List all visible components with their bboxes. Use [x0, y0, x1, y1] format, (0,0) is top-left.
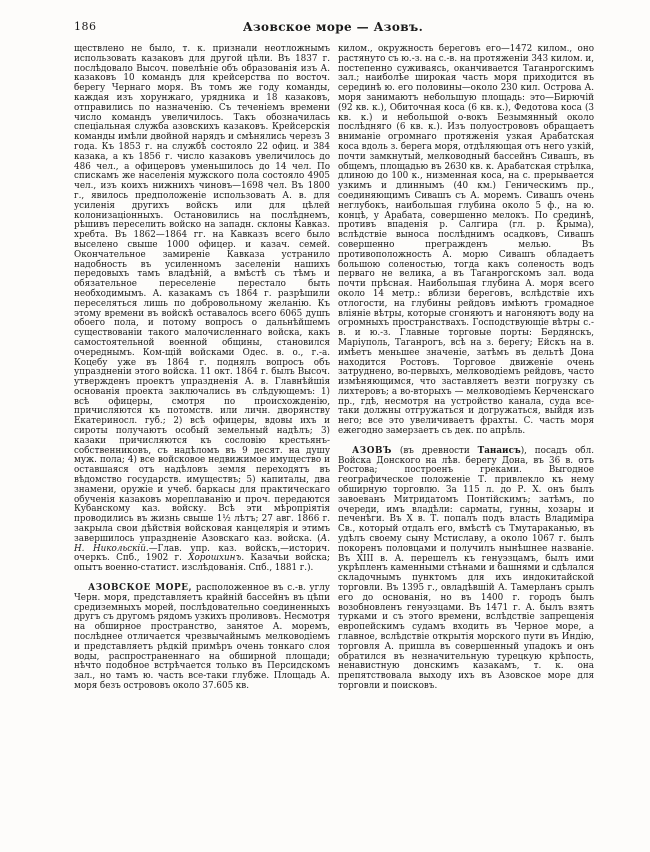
text-segment: Танаисъ — [477, 445, 521, 456]
paragraph — [74, 45, 330, 574]
text-segment: —Глав. упр. каз. войскъ,—историч. очеркъ. Спб., 1902 г. — [74, 543, 330, 564]
right-column — [338, 45, 594, 692]
paragraph — [338, 447, 594, 692]
page-header — [74, 20, 592, 36]
text-segment: Хорошхинъ. — [188, 553, 245, 564]
text-segment: килом., окружность береговъ его—1472 килом., оно растянуто съ ю.-з. на с.-в. на протяженіи 343 килом. и, постепенно суживаясь, оканчивается Таганрогскимъ зал.; наиболѣе широкая часть моря приходится въ серединѣ ю. его половины—около 230 кил. Острова А. моря занимаютъ небольшую площадь: это—Бирючій (92 кв. к.), Обиточная коса (6 кв. к.), Федотова коса (3 кв. к.) и небольшой о-вокъ Безымянный около послѣдняго (6 кв. к.). Изъ полуострововъ обращаетъ вниманіе огромнаго протяженія узкая Арабатская коса вдоль з. берега моря, отдѣляющая отъ него узкій, почти замкнутый, мелководный бассейнъ Сивашъ, въ общемъ, площадью въ 2630 кв. к. Арабатская стрѣлка, длиною до 100 к., низменная коса, на с. прерывается узкимъ и длиннымъ (40 км.) Геническимъ пр., соединяющимъ Сивашъ съ А. моремъ. Сивашъ очень неглубокъ, наибольшая глубина около 5 ф., на ю. концѣ, у Арабата, совершенно мелокъ. По срединѣ, противъ впаденія р. Салгира (гл. р. Крыма), вслѣдствіе выноса послѣднимъ осадковъ, Сивашъ совершенно прегражденъ мелью. Въ противоположность А. морю Сивашъ обладаетъ большою соленостью, тогда какъ соленость водъ перваго не велика, а въ Таганрогскомъ зал. вода почти прѣсная. Наибольшая глубина А. моря всего около 14 метр.: вблизи береговъ, вслѣдствіе ихъ отлогости, на глубины рейдовъ имѣютъ громадное вліяніе вѣтры, которые сгоняютъ и нагоняютъ воду на огромныхъ пространствахъ. Господствующіе вѣтры с.-в. и ю.-з. Главные торговые порты: Бердянскъ, Маріуполь, Таганрогъ, всѣ на з. берегу; Ейскъ на в. имѣетъ меньшее значеніе, затѣмъ въ дельтѣ Дона находится Ростовъ. Торговое движеніе очень затруднено, во-первыхъ, мелководіемъ рейдовъ, часто измѣняющимся, что заставляетъ везти погрузку съ лихтеровъ; а во-вторыхъ — мелководіемъ Керченскаго пр., гдѣ, несмотря на устройство канала, суда все-таки должны отгружаться и догружаться, выйдя изъ него; все это увеличиваетъ фрахты. С. часть моря ежегодно замерзаетъ съ дек. по апрѣль. — [338, 44, 594, 437]
paragraph — [338, 45, 594, 437]
text-segment: ), посадъ обл. Войска Донского на лѣв. берегу Дона, въ 36 в. отъ Ростова; построенъ греками. Выгодное географическое положеніе Т. привлекло къ нему обширную торговлю. За 115 л. до Р. Х. онъ былъ завоеванъ Митридатомъ Понтійскимъ; затѣмъ, по очереди, имъ владѣли: сарматы, гунны, хозары и печенѣги. Въ X в. Т. попалъ подъ власть Владиміра Св., который отдалъ его, вмѣстѣ съ Тмутараканью, въ удѣлъ своему сыну Мстиславу, а около 1067 г. былъ покоренъ половцами и получилъ нынѣшнее названіе. Въ XIII в. А. перешелъ къ генуэзцамъ, былъ ими укрѣпленъ каменными стѣнами и башнями и сдѣлался складочнымъ пунктомъ для ихъ индокитайской торговли. Въ 1395 г., овладѣвшій А. Тамерланъ срылъ его до основанія, но въ 1400 г. городъ былъ возобновленъ генуэзцами. Въ 1471 г. А. былъ взятъ турками и съ этого времени, вслѣдствіе запрещенія европейскимъ судамъ входить въ Черное море, а главное, вслѣдствіе открытія морского пути въ Индію, торговля А. пришла въ совершенный упадокъ и онъ обратился въ незначительную турецкую крѣпость, ненавистную донскимъ казакамъ, т. к. она препятствовала выходу ихъ въ Азовское море для торговли и поисковъ. — [338, 445, 594, 691]
text-segment: расположенное въ с.-в. углу Черн. моря, представляетъ крайній бассейнъ въ цѣпи средиземныхъ морей, послѣдовательно соединенныхъ другъ съ другомъ рядомъ узкихъ проливовъ. Несмотря на обширное пространство, занятое А. моремъ, послѣднее отличается чрезвычайнымъ мелководіемъ и представляетъ рѣдкій примѣръ очень тонкаго слоя воды, распространеннаго на обширной площади; нѣчто подобное встрѣчается только въ Персидскомъ зал., но тамъ ю. часть все-таки глубже. Площадь А. моря безъ острововъ около 37.605 кв. — [74, 583, 330, 691]
text-segment: (въ древности — [392, 445, 478, 456]
left-column — [74, 45, 330, 692]
entry-title-azov: АЗОВЪ — [352, 445, 393, 456]
text-segment: Казачьи войска; опытъ военно-статист. изслѣдованія. Спб., 1881 г.). — [74, 553, 330, 574]
text-segment: ществлено не было, т. к. признали неотложнымъ использовать казаковъ для другой цѣли. Въ 1837 г. послѣдовало Высоч. повелѣніе объ образованія изъ А. казаковъ 10 командъ для крейсерства по восточ. берегу Чернаго моря. Въ томъ же году команды, каждая изъ хорунжаго, урядника и 18 казаковъ, отправились по назначенію. Съ теченіемъ времени число командъ увеличилось. Такъ обозначилась спеціальная служба азовскихъ казаковъ. Крейсерскія команды имѣли двойной нарядъ и смѣнялись черезъ 3 года. Къ 1853 г. на службѣ состояло 22 офиц. и 384 казака, а къ 1856 г. число казаковъ увеличилось до 486 чел., а офицеровъ уменьшилось до 14 чел. По спискамъ же населенія мужского пола состояло 4905 чел., изъ коихъ нижнихъ чиновъ—1698 чел. Въ 1800 г., явилось предположеніе использовать А. в. для усиленія другихъ войскъ или для цѣлей колонизаціонныхъ. Остановились на послѣднемъ, рѣшивъ переселить войско на западн. склоны Кавказ. хребта. Въ 1862—1864 гг. на Кавказъ всего было выселено свыше 1000 офицер. и казач. семей. Окончательное замиреніе Кавказа устранило надобность въ усиленномъ заселеніи нашихъ передовыхъ тамъ владѣній, а вмѣстѣ съ тѣмъ и обязательное переселеніе перестало быть необходимымъ. А. казакамъ съ 1864 г. разрѣшили переселяться лишь по добровольному желанію. Къ этому времени въ войскѣ оставалось всего 6065 душъ обоего пола, и потому вопросъ о дальнѣйшемъ существованіи такого малочисленнаго войска, какъ самостоятельной военной общины, становился очереднымъ. Ком-щій войсками Одес. в. о., г.-а. Коцебу уже въ 1864 г. поднялъ вопросъ объ упраздненіи этого войска. 11 окт. 1864 г. былъ Высоч. утвержденъ проектъ упраздненія А. в. Главнѣйшія основанія проекта заключались въ слѣдующемъ: 1) всѣ офицеры, смотря по происхожденію, причисляются къ потомств. или личн. дворянству Екатериносл. губ.; 2) всѣ офицеры, вдовы ихъ и сироты получаютъ особый земельный надѣлъ; 3) казаки причисляются къ сословію крестьянъ-собственниковъ, съ надѣломъ въ 9 десят. на душу муж. пола; 4) все войсковое недвижимое имущество и оставшаяся отъ надѣловъ земля переходятъ въ вѣдомство государств. имуществъ; 5) капиталы, два знамени, оружіе и учеб. баркасы для практическаго обученія казаковъ мореплаванію и проч. передаются Кубанскому каз. войску. Всѣ эти мѣропріятія проводились въ жизнь свыше 1½ лѣтъ; 27 авг. 1866 г. закрыла свои дѣйствія войсковая канцелярія и этимъ завершилось упраздненіе Азовскаго каз. войска. ( — [74, 44, 330, 544]
paragraph — [74, 584, 330, 692]
page-header-title: Азовское море — Азовъ. — [242, 20, 424, 34]
text-columns — [74, 45, 594, 692]
text-segment: А. Н. Никольскій. — [74, 533, 330, 554]
entry-title-azovskoe-more: АЗОВСКОЕ МОРЕ, — [88, 583, 193, 594]
page-number: 186 — [74, 20, 97, 33]
